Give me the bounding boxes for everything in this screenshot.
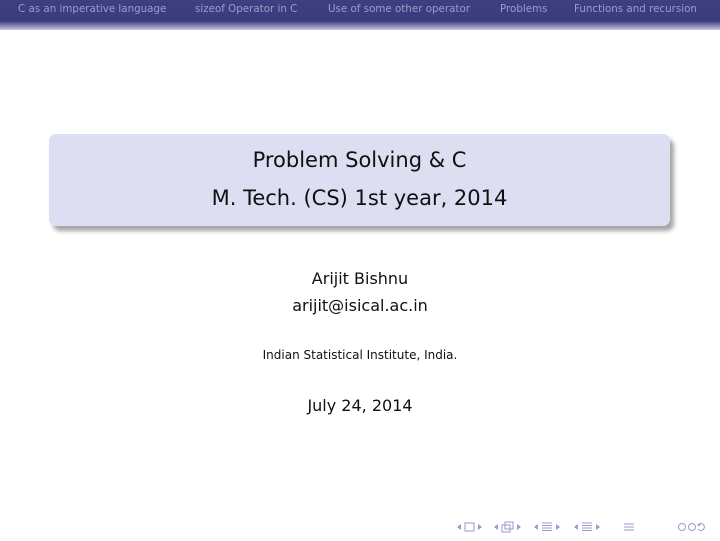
next-section-icon[interactable] [556, 524, 560, 530]
align-icon[interactable] [624, 524, 634, 530]
nav-section-imperative[interactable]: C as an imperative language [18, 3, 167, 15]
next-subsection-icon[interactable] [517, 524, 521, 530]
subsubsection-icon[interactable] [582, 523, 592, 531]
subsection-icon[interactable] [502, 522, 513, 532]
prev-section-icon[interactable] [534, 524, 538, 530]
author-name: Arijit Bishnu [311, 269, 409, 288]
title-box [49, 134, 670, 226]
prev-subsection-icon[interactable] [494, 524, 498, 530]
beamer-navigation-symbols [452, 520, 712, 534]
nav-section-sizeof[interactable]: sizeof Operator in C [195, 3, 298, 15]
frame-icon[interactable] [465, 523, 474, 531]
presentation-date: July 24, 2014 [307, 396, 413, 415]
next-frame-icon[interactable] [478, 524, 482, 530]
next-subsubsection-icon[interactable] [596, 524, 600, 530]
author-email: arijit@isical.ac.in [292, 296, 428, 315]
section-navigation-bar [0, 0, 720, 30]
nav-section-problems[interactable]: Problems [500, 3, 548, 15]
nav-section-functions-recursion[interactable]: Functions and recursion [574, 3, 697, 15]
institute: Indian Statistical Institute, India. [262, 348, 458, 362]
prev-subsubsection-icon[interactable] [574, 524, 578, 530]
presentation-subtitle: M. Tech. (CS) 1st year, 2014 [211, 186, 508, 210]
first-frame-icon[interactable] [457, 524, 461, 530]
presentation-title: Problem Solving & C [252, 148, 467, 172]
section-icon[interactable] [542, 523, 552, 531]
nav-section-other-operator[interactable]: Use of some other operator [328, 3, 470, 15]
search-icon[interactable] [679, 524, 705, 531]
